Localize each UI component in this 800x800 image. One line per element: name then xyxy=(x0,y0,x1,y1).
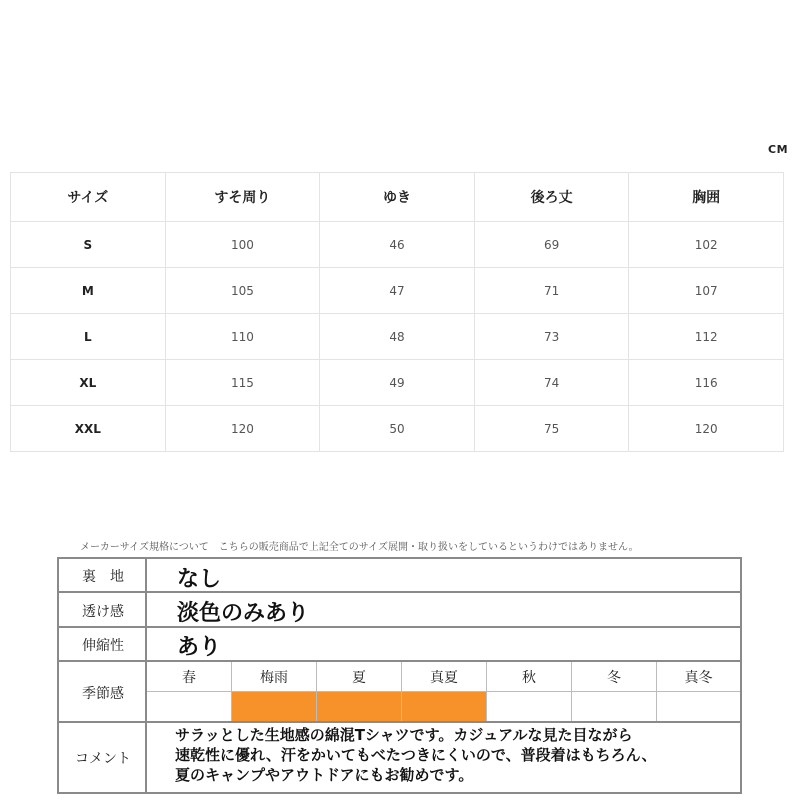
season-indicator xyxy=(487,692,572,721)
spec-table xyxy=(57,557,742,794)
header-size: サイズ xyxy=(11,173,166,222)
table-row xyxy=(11,360,784,406)
table-cell: 102 xyxy=(629,222,784,268)
season-label: 季節感 xyxy=(82,685,124,702)
size-chart-table xyxy=(10,172,784,452)
size-cell: XL xyxy=(11,360,166,406)
size-note: メーカーサイズ規格について こちらの販売商品で上記全てのサイズ展開・取り扱いをしているというわけではありません。 xyxy=(80,542,639,553)
size-cell: M xyxy=(11,268,166,314)
row-divider xyxy=(59,628,740,662)
table-cell: 69 xyxy=(474,222,629,268)
season-spring: 春 xyxy=(147,662,232,692)
lining-value: なし xyxy=(177,567,222,592)
header-hem: すそ周り xyxy=(165,173,320,222)
table-cell: 115 xyxy=(165,360,320,406)
table-cell: 47 xyxy=(320,268,475,314)
table-row xyxy=(11,314,784,360)
season-midsummer: 真夏 xyxy=(402,662,487,692)
header-back-length: 後ろ丈 xyxy=(474,173,629,222)
stretch-label: 伸縮性 xyxy=(82,638,124,654)
season-indicator xyxy=(147,692,232,721)
table-cell: 110 xyxy=(165,314,320,360)
table-cell: 120 xyxy=(629,406,784,452)
season-rainy: 梅雨 xyxy=(232,662,317,692)
season-winter: 冬 xyxy=(572,662,657,692)
season-indicator xyxy=(232,692,317,721)
season-midwinter: 真冬 xyxy=(657,662,740,692)
table-cell: 49 xyxy=(320,360,475,406)
table-cell: 116 xyxy=(629,360,784,406)
table-cell: 112 xyxy=(629,314,784,360)
table-cell: 107 xyxy=(629,268,784,314)
size-cell: S xyxy=(11,222,166,268)
season-indicator xyxy=(657,692,740,721)
table-cell: 100 xyxy=(165,222,320,268)
table-cell: 74 xyxy=(474,360,629,406)
unit-label: CM xyxy=(768,143,789,156)
table-row xyxy=(11,268,784,314)
table-cell: 105 xyxy=(165,268,320,314)
table-cell: 48 xyxy=(320,314,475,360)
row-divider xyxy=(59,593,740,628)
season-autumn: 秋 xyxy=(487,662,572,692)
lining-label: 裏 地 xyxy=(82,569,124,585)
comment-line: 夏のキャンプやアウトドアにもお勧めです。 xyxy=(175,766,474,784)
size-cell: L xyxy=(11,314,166,360)
table-cell: 73 xyxy=(474,314,629,360)
season-indicator xyxy=(317,692,402,721)
comment-line: サラッとした生地感の綿混Tシャツです。カジュアルな見た目ながら xyxy=(175,726,633,744)
header-chest: 胸囲 xyxy=(629,173,784,222)
season-summer: 夏 xyxy=(317,662,402,692)
header-sleeve: ゆき xyxy=(320,173,475,222)
table-cell: 71 xyxy=(474,268,629,314)
size-chart-header-row xyxy=(11,173,784,222)
table-row xyxy=(11,222,784,268)
table-cell: 46 xyxy=(320,222,475,268)
comment-line: 速乾性に優れ、汗をかいてもべたつきにくいので、普段着はもちろん、 xyxy=(175,746,657,764)
stretch-value: あり xyxy=(177,635,222,660)
season-indicator xyxy=(572,692,657,721)
table-cell: 75 xyxy=(474,406,629,452)
comment-label: コメント xyxy=(75,750,131,767)
table-cell: 120 xyxy=(165,406,320,452)
table-cell: 50 xyxy=(320,406,475,452)
size-cell: XXL xyxy=(11,406,166,452)
table-row xyxy=(11,406,784,452)
row-divider xyxy=(59,559,740,593)
sheer-label: 透け感 xyxy=(82,603,124,620)
comment-text xyxy=(175,725,740,785)
sheer-value: 淡色のみあり xyxy=(177,601,310,626)
season-indicator xyxy=(402,692,487,721)
